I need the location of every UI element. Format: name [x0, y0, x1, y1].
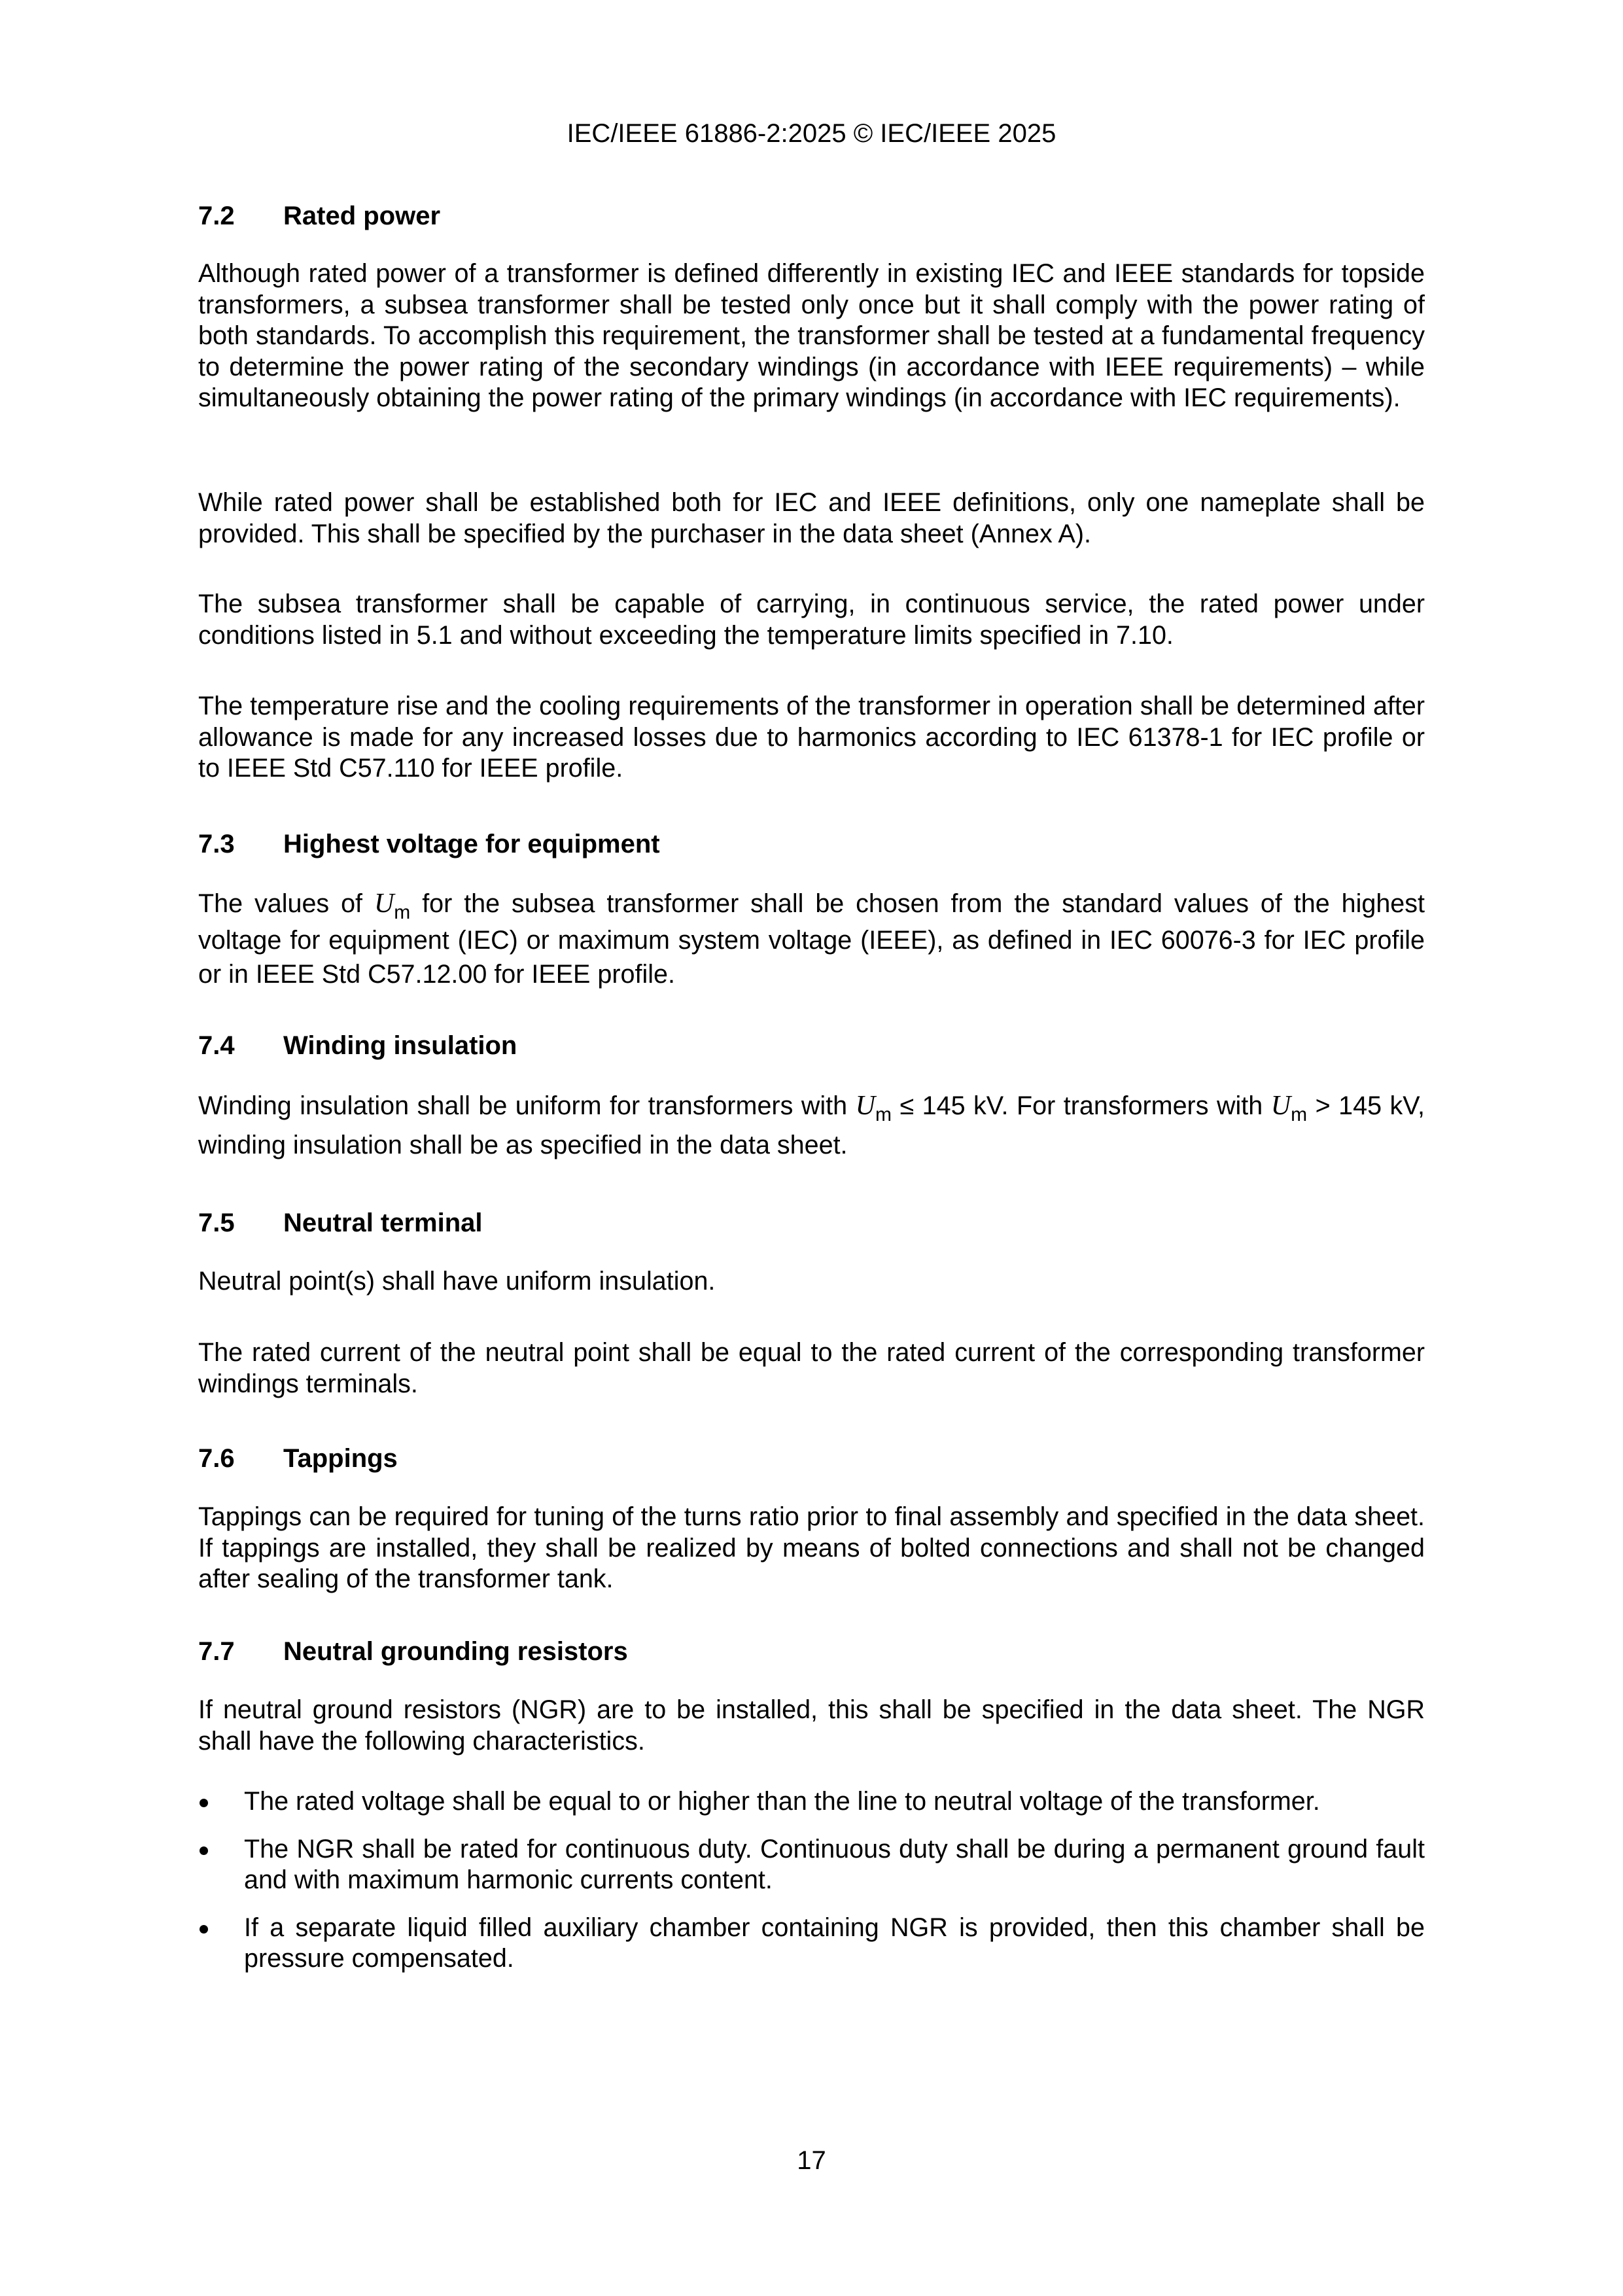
section-title: Winding insulation [283, 1031, 517, 1060]
subscript-m: m [1291, 1104, 1308, 1125]
list-item-text: If a separate liquid filled auxiliary chamber containing NGR is provided, then this chamber shall be pressure compensated. [244, 1913, 1425, 1973]
symbol-U: U [1270, 1091, 1291, 1121]
section-number: 7.4 [198, 1031, 235, 1060]
bullet-icon [200, 1799, 208, 1807]
section-heading-7-3 [198, 828, 1425, 860]
text-run: ≤ 145 kV. For transformers with [891, 1091, 1271, 1120]
text-run: for the subsea transformer shall be chosen from the standard values of the highest voltage for equipment (IEC) or maximum system voltage (IEEE), as defined in IEC 60076-3 for IEC profile or in IEEE Std C57.12.00 for IEEE profile. [198, 889, 1425, 989]
section-title: Tappings [283, 1444, 398, 1473]
paragraph: The temperature rise and the cooling requirements of the transformer in operation shall be determined after allowance is made for any increased losses due to harmonics according to IEC 61378-1 for IEC profile or to IEEE Std C57.110 for IEEE profile. [198, 692, 1425, 783]
bullet-list [198, 1786, 1425, 1991]
bullet-icon [200, 1846, 208, 1855]
list-item [198, 1834, 1425, 1896]
paragraph: The subsea transformer shall be capable of carrying, in continuous service, the rated power under conditions listed in 5.1 and without exceeding the temperature limits specified in 7.10. [198, 590, 1425, 650]
paragraph: Tappings can be required for tuning of the turns ratio prior to final assembly and specified in the data sheet. If tappings are installed, they shall be realized by means of bolted connections and shall not be changed after sealing of the transformer tank. [198, 1502, 1425, 1593]
section-number: 7.7 [198, 1637, 235, 1666]
section-heading-7-6 [198, 1443, 1425, 1474]
section-heading-7-7 [198, 1636, 1425, 1667]
symbol-U: U [855, 1091, 875, 1121]
section-number: 7.5 [198, 1209, 235, 1237]
section-title: Rated power [283, 202, 441, 230]
section-heading-7-2 [198, 200, 1425, 232]
symbol-U: U [374, 889, 394, 919]
section-number: 7.6 [198, 1444, 235, 1473]
section-title: Neutral terminal [283, 1209, 483, 1237]
page-header: IEC/IEEE 61886-2:2025 © IEC/IEEE 2025 [567, 119, 1056, 148]
subscript-m: m [875, 1104, 892, 1125]
paragraph [198, 1087, 1425, 1163]
bullet-icon [200, 1925, 208, 1934]
section-heading-7-5 [198, 1207, 1425, 1239]
text-run: > 145 kV, winding insulation shall be as specified in the data sheet. [198, 1091, 1425, 1159]
paragraph: Neutral point(s) shall have uniform insulation. [198, 1267, 716, 1296]
section-number: 7.3 [198, 830, 235, 858]
subscript-m: m [394, 902, 411, 923]
page-number: 17 [797, 2146, 826, 2175]
text-run: The values of [198, 889, 374, 918]
paragraph: Although rated power of a transformer is defined differently in existing IEC and IEEE standards for topside transformers, a subsea transformer shall be tested only once but it shall comply with the power rating of both standards. To accomplish this requirement, the transformer shall be tested at a fundamental frequency to determine the power rating of the secondary windings (in accordance with IEEE requirements) – while simultaneously obtaining the power rating of the primary windings (in accordance with IEC requirements). [198, 259, 1425, 412]
list-item-text: The rated voltage shall be equal to or higher than the line to neutral voltage of the transformer. [244, 1787, 1320, 1816]
paragraph: If neutral ground resistors (NGR) are to be installed, this shall be specified in the data sheet. The NGR shall have the following characteristics. [198, 1695, 1425, 1756]
section-title: Neutral grounding resistors [283, 1637, 628, 1666]
text-run: Winding insulation shall be uniform for transformers with [198, 1091, 856, 1120]
list-item-text: The NGR shall be rated for continuous duty. Continuous duty shall be during a permanent ground fault and with maximum harmonic currents content. [244, 1834, 1425, 1894]
paragraph: The rated current of the neutral point shall be equal to the rated current of the corresponding transformer windings terminals. [198, 1338, 1425, 1398]
section-title: Highest voltage for equipment [283, 830, 660, 858]
section-number: 7.2 [198, 202, 235, 230]
list-item [198, 1786, 1425, 1818]
paragraph: While rated power shall be established both for IEC and IEEE definitions, only one nameplate shall be provided. This shall be specified by the purchaser in the data sheet (Annex A). [198, 488, 1425, 548]
list-item [198, 1913, 1425, 1975]
section-heading-7-4 [198, 1030, 1425, 1061]
paragraph [198, 887, 1425, 991]
